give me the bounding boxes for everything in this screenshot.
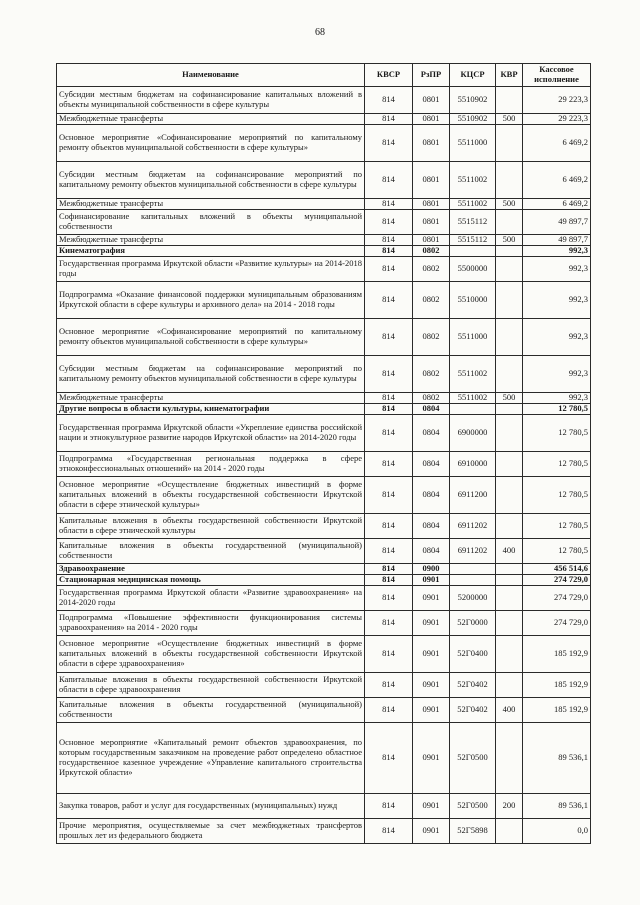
cell-kvr [496, 404, 523, 415]
cell-kvsr: 814 [365, 514, 413, 539]
cell-kcsr: 5511002 [450, 356, 496, 393]
table-row [57, 794, 591, 819]
cell-kvr [496, 125, 523, 162]
table-row [57, 415, 591, 452]
cell-amount: 49 897,7 [523, 210, 591, 235]
cell-amount: 12 780,5 [523, 415, 591, 452]
cell-name: Субсидии местным бюджетам на софинансирование мероприятий по капитальному ремонту объектов муниципальной собственности в сфере культуры [57, 162, 365, 199]
table-row [57, 819, 591, 844]
cell-kvr [496, 575, 523, 586]
cell-amount: 12 780,5 [523, 514, 591, 539]
cell-kvsr: 814 [365, 636, 413, 673]
cell-name: Основное мероприятие «Софинансирование мероприятий по капитальному ремонту объектов муниципальной собственности в сфере культуры» [57, 125, 365, 162]
cell-kvr: 200 [496, 794, 523, 819]
cell-name: Межбюджетные трансферты [57, 114, 365, 125]
cell-kvsr: 814 [365, 404, 413, 415]
cell-name: Капитальные вложения в объекты государственной собственности Иркутской области в сфере здравоохранения [57, 673, 365, 698]
cell-name: Межбюджетные трансферты [57, 235, 365, 246]
cell-kvr [496, 819, 523, 844]
cell-kvr: 400 [496, 698, 523, 723]
cell-kcsr: 5200000 [450, 586, 496, 611]
cell-name: Стационарная медицинская помощь [57, 575, 365, 586]
cell-kvr [496, 636, 523, 673]
table-row [57, 210, 591, 235]
cell-kvr [496, 564, 523, 575]
cell-rzpr: 0801 [413, 87, 450, 114]
cell-kvr [496, 415, 523, 452]
cell-kcsr [450, 575, 496, 586]
cell-kvsr: 814 [365, 819, 413, 844]
cell-name: Субсидии местным бюджетам на софинансирование мероприятий по капитальному ремонту объектов муниципальной собственности в сфере культуры [57, 356, 365, 393]
cell-rzpr: 0802 [413, 257, 450, 282]
cell-kvsr: 814 [365, 477, 413, 514]
cell-kvr [496, 452, 523, 477]
cell-rzpr: 0901 [413, 636, 450, 673]
cell-kvsr: 814 [365, 794, 413, 819]
cell-name: Кинематография [57, 246, 365, 257]
table-row [57, 257, 591, 282]
cell-kvr: 500 [496, 393, 523, 404]
header-kvr: КВР [496, 64, 523, 87]
cell-kvr [496, 162, 523, 199]
table-row [57, 564, 591, 575]
cell-amount: 185 192,9 [523, 673, 591, 698]
cell-kcsr: 5511002 [450, 199, 496, 210]
table-row [57, 452, 591, 477]
cell-rzpr: 0801 [413, 210, 450, 235]
cell-kcsr: 5511000 [450, 125, 496, 162]
cell-kvr [496, 282, 523, 319]
cell-kvsr: 814 [365, 246, 413, 257]
cell-kvsr: 814 [365, 356, 413, 393]
cell-kvsr: 814 [365, 257, 413, 282]
cell-amount: 992,3 [523, 319, 591, 356]
table-header-row [57, 64, 591, 87]
cell-name: Основное мероприятие «Осуществление бюджетных инвестиций в форме капитальных вложений в объекты государственной собственности Иркутской области в сфере здравоохранения» [57, 636, 365, 673]
cell-rzpr: 0900 [413, 564, 450, 575]
cell-kvsr: 814 [365, 125, 413, 162]
table-row [57, 356, 591, 393]
cell-amount: 6 469,2 [523, 162, 591, 199]
cell-amount: 456 514,6 [523, 564, 591, 575]
cell-amount: 6 469,2 [523, 125, 591, 162]
cell-kcsr: 52Г0402 [450, 698, 496, 723]
cell-kcsr: 6910000 [450, 452, 496, 477]
cell-kcsr: 5500000 [450, 257, 496, 282]
table-row [57, 114, 591, 125]
cell-kvr [496, 257, 523, 282]
cell-kvsr: 814 [365, 723, 413, 794]
cell-name: Прочие мероприятия, осуществляемые за счет межбюджетных трансфертов прошлых лет из федерального бюджета [57, 819, 365, 844]
header-kvsr: КВСР [365, 64, 413, 87]
cell-rzpr: 0901 [413, 698, 450, 723]
cell-kvsr: 814 [365, 393, 413, 404]
cell-amount: 185 192,9 [523, 698, 591, 723]
cell-kvr [496, 87, 523, 114]
cell-kvr [496, 673, 523, 698]
cell-amount: 29 223,3 [523, 114, 591, 125]
cell-amount: 12 780,5 [523, 477, 591, 514]
cell-kcsr: 6911202 [450, 539, 496, 564]
table-row [57, 673, 591, 698]
budget-table-container [56, 63, 591, 844]
cell-kvsr: 814 [365, 698, 413, 723]
table-row [57, 723, 591, 794]
cell-amount: 89 536,1 [523, 794, 591, 819]
cell-name: Здравоохранение [57, 564, 365, 575]
table-row [57, 575, 591, 586]
table-row [57, 586, 591, 611]
cell-rzpr: 0804 [413, 539, 450, 564]
table-row [57, 539, 591, 564]
cell-amount: 49 897,7 [523, 235, 591, 246]
cell-rzpr: 0802 [413, 246, 450, 257]
cell-rzpr: 0801 [413, 114, 450, 125]
cell-kvsr: 814 [365, 575, 413, 586]
cell-name: Основное мероприятие «Капитальный ремонт объектов здравоохранения, по которым государственным заказчиком на проведение работ определено областное государственное казенное учреждение «Управление капитального строительства Иркутской области» [57, 723, 365, 794]
cell-name: Другие вопросы в области культуры, кинематографии [57, 404, 365, 415]
table-body [57, 87, 591, 844]
cell-amount: 992,3 [523, 356, 591, 393]
cell-amount: 274 729,0 [523, 575, 591, 586]
cell-rzpr: 0802 [413, 393, 450, 404]
cell-rzpr: 0901 [413, 586, 450, 611]
cell-kcsr: 52Г0400 [450, 636, 496, 673]
cell-amount: 0,0 [523, 819, 591, 844]
table-row [57, 246, 591, 257]
cell-amount: 6 469,2 [523, 199, 591, 210]
cell-amount: 992,3 [523, 257, 591, 282]
table-row [57, 611, 591, 636]
cell-name: Субсидии местным бюджетам на софинансирование капитальных вложений в объекты муниципальной собственности в сфере культуры [57, 87, 365, 114]
table-row [57, 87, 591, 114]
cell-kvr [496, 319, 523, 356]
cell-kvsr: 814 [365, 539, 413, 564]
cell-kvr [496, 611, 523, 636]
cell-kvsr: 814 [365, 282, 413, 319]
cell-kvr [496, 477, 523, 514]
cell-kcsr: 5511002 [450, 393, 496, 404]
cell-kcsr [450, 564, 496, 575]
cell-kvr [496, 246, 523, 257]
header-name: Наименование [57, 64, 365, 87]
cell-amount: 12 780,5 [523, 452, 591, 477]
cell-name: Межбюджетные трансферты [57, 393, 365, 404]
table-row [57, 514, 591, 539]
cell-name: Капитальные вложения в объекты государственной (муниципальной) собственности [57, 698, 365, 723]
cell-kvsr: 814 [365, 199, 413, 210]
table-row [57, 477, 591, 514]
table-row [57, 235, 591, 246]
page-number: 68 [315, 27, 325, 38]
cell-kvsr: 814 [365, 319, 413, 356]
cell-rzpr: 0804 [413, 452, 450, 477]
cell-kcsr: 52Г0500 [450, 794, 496, 819]
cell-rzpr: 0801 [413, 235, 450, 246]
cell-rzpr: 0901 [413, 819, 450, 844]
cell-kvsr: 814 [365, 162, 413, 199]
cell-kvr [496, 723, 523, 794]
cell-kcsr: 5510902 [450, 87, 496, 114]
cell-kcsr: 6911202 [450, 514, 496, 539]
cell-amount: 12 780,5 [523, 539, 591, 564]
cell-kvsr: 814 [365, 114, 413, 125]
table-row [57, 404, 591, 415]
cell-name: Основное мероприятие «Осуществление бюджетных инвестиций в форме капитальных вложений в объекты государственной собственности Иркутской области в сфере этнической культуры» [57, 477, 365, 514]
cell-kvsr: 814 [365, 235, 413, 246]
cell-name: Государственная программа Иркутской области «Развитие здравоохранения» на 2014-2020 годы [57, 586, 365, 611]
cell-kcsr [450, 246, 496, 257]
table-row [57, 199, 591, 210]
cell-kvr [496, 210, 523, 235]
cell-kcsr: 5511000 [450, 319, 496, 356]
cell-amount: 89 536,1 [523, 723, 591, 794]
table-row [57, 125, 591, 162]
cell-kcsr: 5515112 [450, 210, 496, 235]
cell-kcsr: 6900000 [450, 415, 496, 452]
cell-rzpr: 0804 [413, 477, 450, 514]
cell-amount: 12 780,5 [523, 404, 591, 415]
table-row [57, 636, 591, 673]
cell-kcsr: 52Г0000 [450, 611, 496, 636]
cell-rzpr: 0801 [413, 162, 450, 199]
cell-kcsr: 52Г0500 [450, 723, 496, 794]
cell-rzpr: 0802 [413, 282, 450, 319]
cell-kvsr: 814 [365, 586, 413, 611]
cell-rzpr: 0804 [413, 415, 450, 452]
header-rzpr: РзПР [413, 64, 450, 87]
cell-kvr: 400 [496, 539, 523, 564]
cell-name: Капитальные вложения в объекты государственной собственности Иркутской области в сфере этнической культуры [57, 514, 365, 539]
cell-kvsr: 814 [365, 415, 413, 452]
cell-kvsr: 814 [365, 87, 413, 114]
cell-rzpr: 0901 [413, 673, 450, 698]
cell-rzpr: 0802 [413, 356, 450, 393]
cell-name: Основное мероприятие «Софинансирование мероприятий по капитальному ремонту объектов муниципальной собственности в сфере культуры» [57, 319, 365, 356]
cell-kvsr: 814 [365, 452, 413, 477]
cell-kcsr: 52Г5898 [450, 819, 496, 844]
cell-kcsr: 6911200 [450, 477, 496, 514]
cell-kcsr: 5510000 [450, 282, 496, 319]
cell-rzpr: 0901 [413, 794, 450, 819]
cell-kcsr: 5511002 [450, 162, 496, 199]
cell-kcsr: 52Г0402 [450, 673, 496, 698]
table-row [57, 162, 591, 199]
cell-amount: 274 729,0 [523, 611, 591, 636]
cell-amount: 992,3 [523, 246, 591, 257]
cell-kvr [496, 356, 523, 393]
cell-rzpr: 0801 [413, 199, 450, 210]
cell-rzpr: 0901 [413, 723, 450, 794]
cell-amount: 185 192,9 [523, 636, 591, 673]
cell-name: Подпрограмма «Оказание финансовой поддержки муниципальным образованиям Иркутской области в сфере культуры и архивного дела» на 2014 - 2018 годы [57, 282, 365, 319]
cell-amount: 992,3 [523, 282, 591, 319]
cell-kvsr: 814 [365, 673, 413, 698]
cell-kvr [496, 514, 523, 539]
cell-kcsr: 5515112 [450, 235, 496, 246]
cell-rzpr: 0901 [413, 611, 450, 636]
cell-name: Государственная программа Иркутской области «Развитие культуры» на 2014-2018 годы [57, 257, 365, 282]
cell-rzpr: 0804 [413, 514, 450, 539]
cell-rzpr: 0801 [413, 125, 450, 162]
table-row [57, 282, 591, 319]
header-kcsr: КЦСР [450, 64, 496, 87]
cell-name: Подпрограмма «Государственная региональная поддержка в сфере этноконфессиональных отношений» на 2014 - 2020 годы [57, 452, 365, 477]
cell-name: Подпрограмма «Повышение эффективности функционирования системы здравоохранения» на 2014 - 2020 годы [57, 611, 365, 636]
table-row [57, 393, 591, 404]
cell-kvr: 500 [496, 114, 523, 125]
table-row [57, 319, 591, 356]
cell-name: Капитальные вложения в объекты государственной (муниципальной) собственности [57, 539, 365, 564]
cell-kvr [496, 586, 523, 611]
cell-kvr: 500 [496, 235, 523, 246]
header-amount: Кассовое исполнение [523, 64, 591, 87]
table-row [57, 698, 591, 723]
cell-amount: 274 729,0 [523, 586, 591, 611]
cell-amount: 992,3 [523, 393, 591, 404]
cell-name: Софинансирование капитальных вложений в объекты муниципальной собственности [57, 210, 365, 235]
cell-name: Межбюджетные трансферты [57, 199, 365, 210]
cell-rzpr: 0804 [413, 404, 450, 415]
cell-kvsr: 814 [365, 611, 413, 636]
cell-kvsr: 814 [365, 210, 413, 235]
cell-kcsr [450, 404, 496, 415]
cell-kvr: 500 [496, 199, 523, 210]
cell-rzpr: 0802 [413, 319, 450, 356]
cell-amount: 29 223,3 [523, 87, 591, 114]
cell-kvsr: 814 [365, 564, 413, 575]
budget-table [56, 63, 591, 844]
cell-kcsr: 5510902 [450, 114, 496, 125]
cell-rzpr: 0901 [413, 575, 450, 586]
cell-name: Государственная программа Иркутской области «Укрепление единства российской нации и этнокультурное развитие народов Иркутской области» на 2014-2020 годы [57, 415, 365, 452]
cell-name: Закупка товаров, работ и услуг для государственных (муниципальных) нужд [57, 794, 365, 819]
